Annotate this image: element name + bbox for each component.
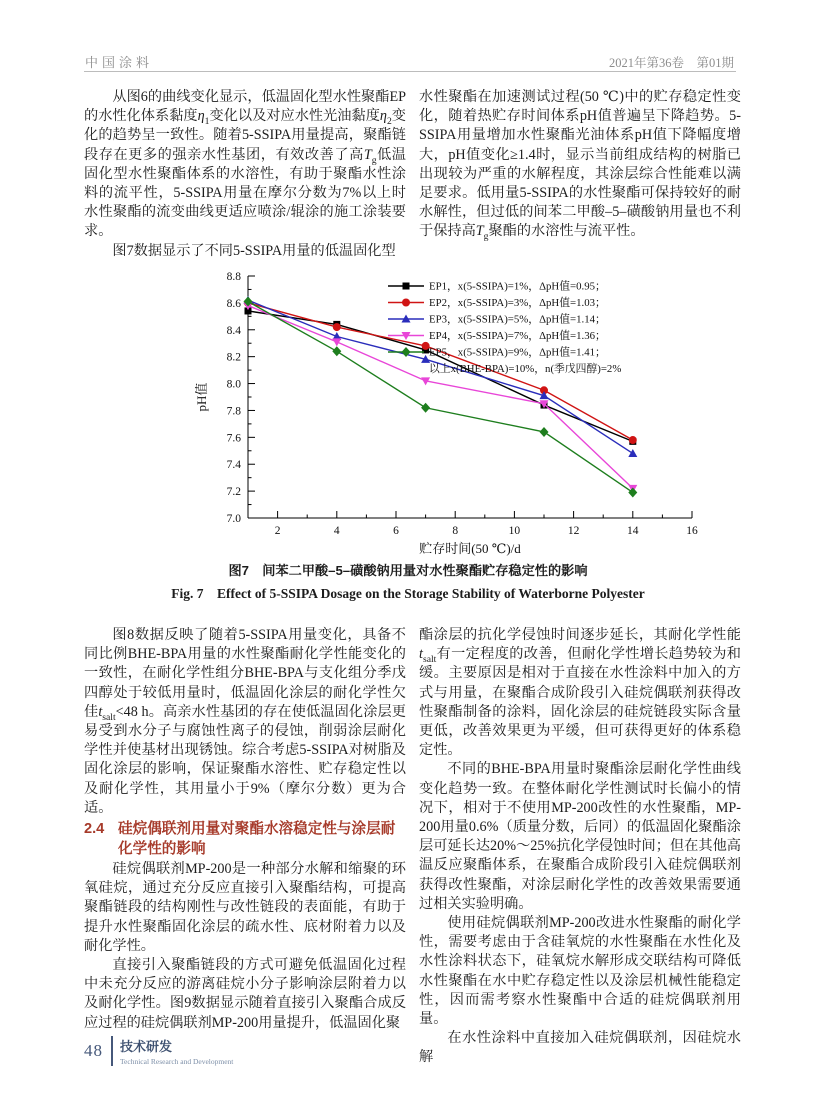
page-footer	[84, 1036, 233, 1066]
left-column-bottom-b	[84, 860, 406, 1033]
paragraph: 不同的BHE-BPA用量时聚酯涂层耐化学性曲线变化趋势一致。在整体耐化学性测试时长偏小的情况下，相对于不使用MP-200改性的水性聚酯，MP-200用量0.6%（质量分数，后同）的低温固化聚酯涂层可延长达20%～25%抗化学侵蚀时间；但在其他高温反应聚酯体系，在聚酯合成阶段引入硅烷偶联剂获得改性聚酯，对涂层耐化学性的改善效果需要通过相关实验明确。	[419, 761, 741, 912]
ph-chart-svg	[148, 260, 714, 558]
section-number: 2.4	[84, 821, 105, 838]
section-heading	[84, 819, 406, 859]
svg-text:16: 16	[686, 525, 698, 537]
footer-divider	[111, 1036, 113, 1066]
svg-text:2: 2	[274, 525, 281, 537]
svg-text:EP4，x(5-SSIPA)=7%，ΔpH值=1.36；: EP4，x(5-SSIPA)=7%，ΔpH值=1.36；	[429, 330, 606, 342]
svg-text:7.2: 7.2	[226, 486, 241, 499]
footer-section-en: Technical Research and Development	[120, 1057, 234, 1066]
svg-text:14: 14	[627, 525, 639, 537]
header-rule	[84, 71, 736, 72]
svg-text:贮存时间(50 ℃)/d: 贮存时间(50 ℃)/d	[419, 541, 521, 556]
figure-caption-cn: 图7 间苯二甲酸–5–磺酸钠用量对水性聚酯贮存稳定性的影响	[228, 563, 588, 578]
paragraph: 在水性涂料中直接加入硅烷偶联剂，因硅烷水解	[419, 1030, 741, 1066]
svg-text:8.8: 8.8	[226, 271, 241, 283]
svg-text:8.2: 8.2	[226, 351, 241, 364]
right-column-bottom	[419, 626, 741, 1068]
footer-section-cn: 技术研发	[120, 1039, 173, 1054]
svg-text:以上x(BHE-BPA)=10%，n(季戊四醇)=2%: 以上x(BHE-BPA)=10%，n(季戊四醇)=2%	[429, 363, 622, 375]
svg-text:8.0: 8.0	[226, 378, 241, 391]
paragraph: 图8数据反映了随着5-SSIPA用量变化，具备不同比例BHE-BPA用量的水性聚酯耐化学性能变化的一致性，在耐化学性组分BHE-BPA与支化组分季戊四醇处于较低用量时，低温固化涂层的耐化学性欠佳$t_{salt}<48$ h。高亲水性基团的存在使低温固化涂层更易受到水分子与腐蚀性离子的侵蚀，削弱涂层耐化学性并使基材出现锈蚀。综合考虑5-SSIPA对树脂及固化涂层的影响，保证聚酯水溶性、贮存稳定性以及耐化学性，其用量小于9%（摩尔分数）更为合适。	[84, 627, 406, 816]
paragraph: 水性聚酯在加速测试过程(50 ℃)中的贮存稳定性变化，随着热贮存时间体系pH值普遍呈下降趋势。5-SSIPA用量增加水性聚酯光油体系pH值下降幅度增大，pH值变化≥1.4时，显示当前组成结构的树脂已出现较为严重的水解程度，其涂层综合性能难以满足要求。低用量5-SSIPA的水性聚酯可保持较好的耐水解性，但过低的间苯二甲酸–5–磺酸钠用量也不利于保持高$T_g$聚酯的水溶性与流平性。	[419, 89, 741, 243]
svg-text:EP2，x(5-SSIPA)=3%，ΔpH值=1.03；: EP2，x(5-SSIPA)=3%，ΔpH值=1.03；	[429, 297, 606, 309]
svg-text:7.8: 7.8	[226, 405, 241, 418]
issue-info: 2021年第36卷 第01期	[608, 56, 734, 70]
paragraph: 使用硅烷偶联剂MP-200改进水性聚酯的耐化学性，需要考虑由于含硅氧烷的水性聚酯在水性化及水性涂料状态下，硅氧烷水解形成交联结构可降低水性聚酯在水中贮存稳定性以及涂层机械性能稳定性，因而需考察水性聚酯中合适的硅烷偶联剂用量。	[419, 915, 741, 1028]
figure-7-chart	[148, 260, 714, 558]
paragraph: 酯涂层的抗化学侵蚀时间逐步延长，其耐化学性能$t_{salt}$有一定程度的改善，但耐化学性增长趋势较为和缓。主要原因是相对于直接在水性涂料中加入的方式与用量，在聚酯合成阶段引入硅烷偶联剂获得改性聚酯制备的涂料，固化涂层的硅烷链段实际含量更低，改善效果更为平缓，但可获得更好的体系稳定性。	[419, 627, 741, 759]
svg-text:EP5，x(5-SSIPA)=9%，ΔpH值=1.41；: EP5，x(5-SSIPA)=9%，ΔpH值=1.41；	[429, 346, 606, 359]
paragraph: 硅烷偶联剂MP-200是一种部分水解和缩聚的环氧硅烷，通过充分反应直接引入聚酯结构，可提高聚酯链段的结构刚性与改性链段的表面能，有助于提升水性聚酯固化涂层的疏水性、底材附着力以及耐化学性。	[84, 861, 406, 954]
paragraph: 直接引入聚酯链段的方式可避免低温固化过程中未充分反应的游离硅烷小分子影响涂层附着力以及耐化学性。图9数据显示随着直接引入聚酯合成反应过程的硅烷偶联剂MP-200用量提升，低温固化聚	[84, 957, 406, 1031]
left-column-top	[84, 88, 406, 261]
svg-text:7.6: 7.6	[226, 432, 241, 445]
left-column-bottom-a	[84, 626, 406, 818]
svg-text:8: 8	[452, 525, 459, 537]
page-number: 48	[84, 1041, 103, 1060]
left-column-bottom	[84, 626, 406, 1033]
svg-text:7.0: 7.0	[226, 513, 241, 525]
svg-text:EP3，x(5-SSIPA)=5%，ΔpH值=1.14；: EP3，x(5-SSIPA)=5%，ΔpH值=1.14；	[429, 313, 606, 326]
svg-text:8.4: 8.4	[226, 324, 241, 337]
svg-text:EP1，x(5-SSIPA)=1%，ΔpH值=0.95；: EP1，x(5-SSIPA)=1%，ΔpH值=0.95；	[429, 280, 606, 293]
svg-text:7.4: 7.4	[226, 459, 241, 472]
svg-text:6: 6	[393, 525, 399, 537]
journal-name: 中国涂料	[85, 55, 154, 70]
svg-text:12: 12	[567, 525, 580, 537]
svg-text:4: 4	[333, 525, 340, 537]
svg-text:10: 10	[508, 525, 521, 537]
figure-caption-en: Fig. 7 Effect of 5-SSIPA Dosage on the Storage Stability of Waterborne Polyester	[171, 586, 645, 601]
paragraph: 从图6的曲线变化显示，低温固化型水性聚酯EP的水性化体系黏度$\eta_1$变化以及对应水性光油黏度$\eta_2$变化的趋势呈一致性。随着5-SSIPA用量提高，聚酯链段存在更多的强亲水性基团，有效改善了高$T_g$低温固化型水性聚酯体系的水溶性，有助于聚酯水性涂料的流平性，5-SSIPA用量在摩尔分数为7%以上时水性聚酯的流变曲线更适应喷涂/辊涂的施工涂装要求。	[84, 89, 406, 240]
svg-text:pH值: pH值	[194, 382, 209, 412]
paragraph: 图7数据显示了不同5-SSIPA用量的低温固化型	[112, 242, 396, 259]
svg-text:8.6: 8.6	[226, 297, 241, 310]
right-column-top	[419, 88, 741, 242]
section-title: 硅烷偶联剂用量对聚酯水溶稳定性与涂层耐化学性的影响	[118, 821, 396, 858]
